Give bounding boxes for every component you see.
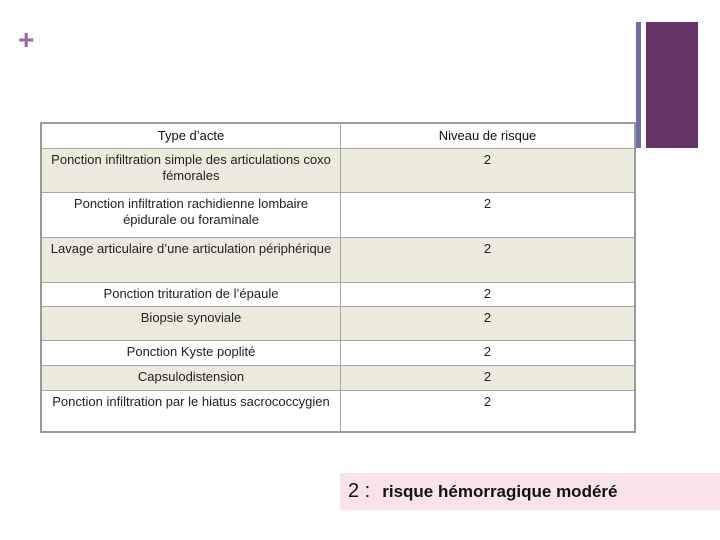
- table-header-row: [41, 123, 635, 149]
- acte-cell: Ponction trituration de l’épaule: [41, 283, 341, 307]
- table-row: [41, 238, 635, 283]
- risque-cell: 2: [341, 391, 636, 433]
- header-type-acte: Type d’acte: [41, 123, 341, 149]
- acte-cell: Ponction infiltration rachidienne lombaire épidurale ou foraminale: [41, 193, 341, 238]
- table-row: [41, 283, 635, 307]
- decorative-bar-thin: [636, 22, 641, 148]
- acte-cell: Ponction Kyste poplité: [41, 341, 341, 366]
- plus-icon: +: [18, 24, 35, 55]
- acte-cell: Capsulodistension: [41, 366, 341, 391]
- risk-table: [40, 122, 636, 433]
- acte-cell: Ponction infiltration par le hiatus sacrococcygien: [41, 391, 341, 433]
- risque-cell: 2: [341, 149, 636, 193]
- risque-cell: 2: [341, 366, 636, 391]
- header-niveau-risque: Niveau de risque: [341, 123, 636, 149]
- risque-cell: 2: [341, 193, 636, 238]
- decorative-bar-wide: [646, 22, 698, 148]
- risque-cell: 2: [341, 307, 636, 341]
- risque-cell: 2: [341, 238, 636, 283]
- risk-legend: [340, 473, 720, 510]
- legend-number: 2 :: [348, 480, 371, 502]
- acte-cell: Biopsie synoviale: [41, 307, 341, 341]
- risque-cell: 2: [341, 341, 636, 366]
- table-row: [41, 391, 635, 433]
- table-row: [41, 307, 635, 341]
- table-row: [41, 341, 635, 366]
- legend-text: risque hémorragique modéré: [382, 481, 618, 501]
- table-row: [41, 149, 635, 193]
- acte-cell: Lavage articulaire d’une articulation périphérique: [41, 238, 341, 283]
- risque-cell: 2: [341, 283, 636, 307]
- table-row: [41, 193, 635, 238]
- table-row: [41, 366, 635, 391]
- acte-cell: Ponction infiltration simple des articulations coxo fémorales: [41, 149, 341, 193]
